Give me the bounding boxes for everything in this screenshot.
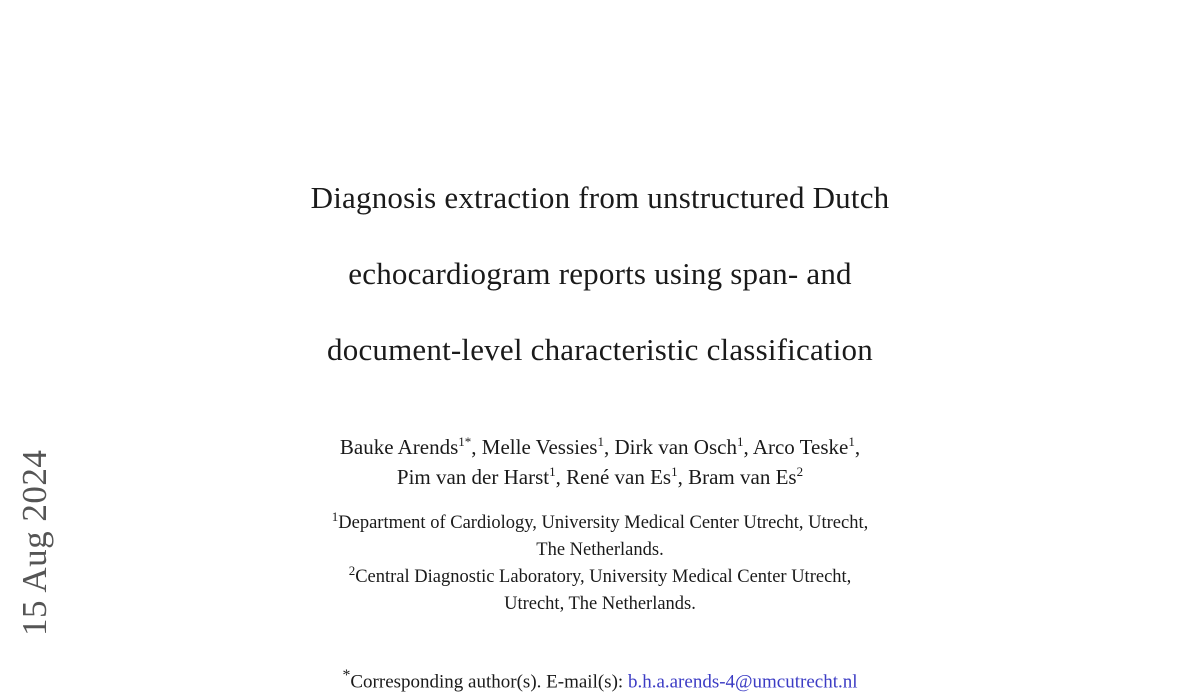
author-affil-marker: 2 <box>796 464 804 479</box>
author-separator: , <box>603 435 615 459</box>
affiliation-text: Central Diagnostic Laboratory, University Medical Center Utrecht, <box>355 567 852 587</box>
affiliation-1-line-2: The Netherlands. <box>536 540 664 560</box>
author-line-2 <box>240 462 960 492</box>
title-line-1: Diagnosis extraction from unstructured Dutch <box>310 180 890 215</box>
corresponding-email-link[interactable]: b.h.a.arends-4@umcutrecht.nl <box>627 671 858 693</box>
author-list <box>240 432 960 492</box>
arxiv-date-text: 15 Aug 2024 <box>15 449 54 636</box>
corresponding-author-note <box>240 662 960 695</box>
author-affil-marker: 1* <box>458 434 472 449</box>
author-affil-marker: 1 <box>671 464 678 479</box>
title-line-2: echocardiogram reports using span- and <box>348 256 852 291</box>
affiliation-list <box>240 510 960 618</box>
author-separator: , <box>471 435 482 459</box>
affiliation-2-line-1 <box>240 564 960 591</box>
author-name: Arco Teske <box>752 435 849 459</box>
affiliation-1-line-1 <box>240 510 960 537</box>
author-name: Dirk van Osch <box>614 435 737 459</box>
author-separator: , <box>743 435 753 459</box>
author-separator: , <box>677 465 689 489</box>
affiliation-marker: 1 <box>331 508 339 524</box>
affiliation-text: Department of Cardiology, University Medical Center Utrecht, Utrecht, <box>338 513 869 533</box>
affiliation-marker: 2 <box>348 562 356 578</box>
corresponding-label: Corresponding author(s). E-mail(s): <box>350 671 628 693</box>
author-affil-marker: 1 <box>736 434 744 449</box>
author-name: Bram van Es <box>688 465 797 489</box>
author-separator: , <box>555 465 567 489</box>
paper-header-block <box>240 160 960 695</box>
author-name: René van Es <box>566 465 672 489</box>
author-separator: , <box>854 435 861 459</box>
author-affil-marker: 1 <box>597 434 604 449</box>
author-affil-marker: 1 <box>549 464 556 479</box>
corresponding-marker: * <box>342 667 351 684</box>
author-name: Melle Vessies <box>481 435 598 459</box>
author-affil-marker: 1 <box>848 434 855 449</box>
author-name: Pim van der Harst <box>396 465 550 489</box>
page-title <box>240 160 960 388</box>
author-name: Bauke Arends <box>339 435 459 459</box>
arxiv-date-stamp <box>0 0 70 648</box>
affiliation-2-line-2: Utrecht, The Netherlands. <box>504 594 696 614</box>
author-line-1 <box>240 432 960 462</box>
title-line-3: document-level characteristic classification <box>327 332 873 367</box>
